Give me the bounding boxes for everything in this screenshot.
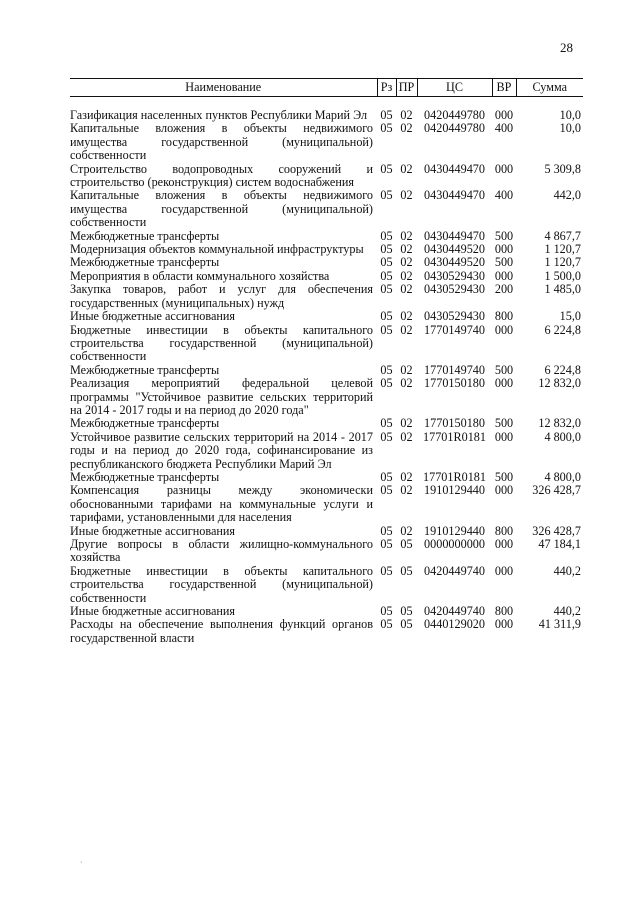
- row-vr: 000: [494, 161, 514, 176]
- row-vr: 200: [494, 282, 514, 297]
- row-sum: 440,2: [553, 563, 581, 578]
- row-rz: 05: [380, 121, 393, 136]
- table-row: [70, 163, 583, 190]
- row-sum: 10,0: [559, 108, 581, 122]
- row-cs: 0420449740: [424, 604, 485, 619]
- row-cs: 0430449470: [424, 188, 485, 203]
- row-pr: 02: [400, 416, 413, 431]
- row-pr: 02: [400, 188, 413, 203]
- row-pr: 05: [400, 537, 413, 551]
- row-pr: 02: [400, 523, 413, 538]
- row-name: Газификация населенных пунктов Республики Марий Эл: [70, 108, 368, 122]
- row-pr: 02: [400, 376, 413, 391]
- table-row: [70, 243, 583, 256]
- row-vr: 500: [494, 416, 514, 431]
- row-pr: 02: [400, 429, 413, 444]
- row-rz: 05: [380, 416, 393, 431]
- table-row: [70, 283, 583, 310]
- row-sum: 12 832,0: [538, 416, 581, 431]
- row-name: Компенсация разницы между экономически обоснованными тарифами на коммунальные услуги и тарифами, установленными для населения: [70, 483, 373, 525]
- table-row: [70, 417, 583, 430]
- row-name: Закупка товаров, работ и услуг для обеспечения государственных (муниципальных) нужд: [70, 282, 373, 310]
- column-header-pr: ПР: [396, 79, 417, 97]
- row-name: Капитальные вложения в объекты недвижимого имущества государственной (муниципальной) собственности: [70, 188, 373, 230]
- row-rz: 05: [380, 108, 393, 122]
- row-name: Другие вопросы в области жилищно-коммунального хозяйства: [70, 537, 373, 565]
- row-name: Межбюджетные трансферты: [70, 416, 220, 431]
- row-rz: 05: [380, 469, 393, 484]
- row-cs: 1770150180: [424, 416, 485, 431]
- row-name: Реализация мероприятий федеральной целевой программы "Устойчивое развитие сельских территорий на 2014 - 2017 годы и на период до 2020 года": [70, 376, 373, 417]
- table-body: [70, 97, 583, 646]
- row-rz: 05: [380, 282, 393, 297]
- row-pr: 02: [400, 161, 413, 176]
- table-row: [70, 230, 583, 243]
- table-row: [70, 324, 583, 364]
- row-name: Устойчивое развитие сельских территорий на 2014 - 2017 годы и на период до 2020 года, софинансирование из республиканского бюджета Республики Марий Эл: [70, 429, 373, 471]
- row-cs: 1770149740: [424, 362, 485, 377]
- row-pr: 02: [400, 255, 413, 270]
- row-cs: 1770149740: [424, 322, 485, 337]
- row-cs: 0430449470: [424, 161, 485, 176]
- row-rz: 05: [380, 563, 393, 578]
- row-cs: 0430529430: [424, 282, 485, 297]
- row-rz: 05: [380, 604, 393, 619]
- table-row: [70, 256, 583, 269]
- row-name: Межбюджетные трансферты: [70, 255, 220, 270]
- row-pr: 02: [400, 309, 413, 324]
- column-header-cs: ЦС: [417, 79, 492, 97]
- row-name: Строительство водопроводных сооружений и строительство (реконструкция) систем водоснабжения: [70, 161, 373, 190]
- row-sum: 10,0: [559, 121, 581, 136]
- budget-table: [70, 78, 583, 645]
- table-row: [70, 565, 583, 605]
- row-name: Модернизация объектов коммунальной инфраструктуры: [70, 242, 364, 257]
- column-header-sum: Сумма: [516, 79, 583, 97]
- row-pr: 05: [400, 617, 413, 632]
- column-header-vr: ВР: [492, 79, 516, 97]
- row-cs: 17701R0181: [423, 429, 486, 444]
- row-rz: 05: [380, 429, 393, 444]
- row-sum: 1 500,0: [544, 268, 581, 283]
- row-name: Иные бюджетные ассигнования: [70, 604, 236, 619]
- row-rz: 05: [380, 255, 393, 270]
- row-rz: 05: [380, 483, 393, 498]
- row-pr: 02: [400, 242, 413, 257]
- row-cs: 1910129440: [424, 483, 485, 498]
- row-vr: 800: [494, 604, 514, 619]
- row-pr: 02: [400, 268, 413, 283]
- row-vr: 500: [494, 228, 514, 243]
- page-number: 28: [560, 40, 573, 55]
- row-name: Капитальные вложения в объекты недвижимого имущества государственной (муниципальной) собственности: [70, 121, 373, 163]
- row-rz: 05: [380, 228, 393, 243]
- table-row: [70, 310, 583, 323]
- table-row: [70, 431, 583, 471]
- row-vr: 000: [494, 376, 514, 391]
- row-name: Межбюджетные трансферты: [70, 362, 220, 377]
- row-rz: 05: [380, 188, 393, 203]
- row-pr: 02: [400, 108, 413, 122]
- row-cs: 0420449780: [424, 121, 485, 136]
- row-name: Иные бюджетные ассигнования: [70, 309, 236, 324]
- scan-speck: ·: [80, 858, 83, 867]
- row-vr: 000: [494, 483, 514, 498]
- row-pr: 02: [400, 121, 413, 136]
- row-vr: 400: [494, 121, 514, 136]
- row-rz: 05: [380, 523, 393, 538]
- row-vr: 800: [494, 309, 514, 324]
- row-rz: 05: [380, 617, 393, 632]
- row-vr: 000: [494, 563, 514, 578]
- row-pr: 05: [400, 604, 413, 619]
- row-rz: 05: [380, 242, 393, 257]
- table-row: [70, 189, 583, 229]
- row-sum: 440,2: [553, 604, 581, 619]
- row-sum: 47 184,1: [538, 537, 581, 551]
- table-row: [70, 364, 583, 377]
- row-name: Бюджетные инвестиции в объекты капитального строительства государственной (муниципальной) собственности: [70, 563, 373, 605]
- row-cs: 17701R0181: [423, 469, 486, 484]
- row-cs: 1910129440: [424, 523, 485, 538]
- row-sum: 1 120,7: [544, 242, 581, 257]
- row-vr: 000: [494, 322, 514, 337]
- table-row: [70, 605, 583, 618]
- table-row: [70, 538, 583, 565]
- row-cs: 0420449740: [424, 563, 485, 578]
- row-sum: 326 428,7: [532, 483, 581, 498]
- row-pr: 05: [400, 563, 413, 578]
- row-pr: 02: [400, 483, 413, 498]
- row-rz: 05: [380, 322, 393, 337]
- table-row: [70, 122, 583, 162]
- row-vr: 800: [494, 523, 514, 538]
- row-vr: 000: [494, 242, 514, 257]
- row-cs: 0430529430: [424, 268, 485, 283]
- row-rz: 05: [380, 309, 393, 324]
- row-name: Иные бюджетные ассигнования: [70, 523, 236, 538]
- row-sum: 4 867,7: [544, 228, 581, 243]
- row-sum: 4 800,0: [544, 469, 581, 484]
- row-cs: 0430449520: [424, 242, 485, 257]
- row-sum: 5 309,8: [544, 161, 581, 176]
- row-vr: 500: [494, 255, 514, 270]
- row-cs: 0430449470: [424, 228, 485, 243]
- row-rz: 05: [380, 376, 393, 391]
- row-vr: 000: [494, 537, 514, 551]
- row-vr: 500: [494, 469, 514, 484]
- row-sum: 1 485,0: [544, 282, 581, 297]
- row-vr: 000: [494, 429, 514, 444]
- row-pr: 02: [400, 469, 413, 484]
- table-row: [70, 618, 583, 645]
- row-cs: 0000000000: [424, 537, 485, 551]
- row-cs: 0440129020: [424, 617, 485, 632]
- row-vr: 000: [494, 268, 514, 283]
- row-sum: 6 224,8: [544, 322, 581, 337]
- row-sum: 4 800,0: [544, 429, 581, 444]
- row-sum: 6 224,8: [544, 362, 581, 377]
- row-name: Бюджетные инвестиции в объекты капитального строительства государственной (муниципальной) собственности: [70, 322, 373, 364]
- table-row: [70, 471, 583, 484]
- row-name: Мероприятия в области коммунального хозяйства: [70, 268, 330, 283]
- column-header-name: Наименование: [70, 79, 377, 97]
- row-rz: 05: [380, 161, 393, 176]
- row-pr: 02: [400, 362, 413, 377]
- row-sum: 442,0: [553, 188, 581, 203]
- row-pr: 02: [400, 322, 413, 337]
- table-row: [70, 525, 583, 538]
- row-rz: 05: [380, 537, 393, 551]
- row-name: Межбюджетные трансферты: [70, 228, 220, 243]
- row-rz: 05: [380, 268, 393, 283]
- row-name: Расходы на обеспечение выполнения функций органов государственной власти: [70, 617, 373, 645]
- row-pr: 02: [400, 282, 413, 297]
- row-sum: 41 311,9: [538, 617, 581, 632]
- row-vr: 400: [494, 188, 514, 203]
- row-vr: 000: [494, 617, 514, 632]
- table-row: [70, 270, 583, 283]
- row-pr: 02: [400, 228, 413, 243]
- row-vr: 000: [494, 108, 514, 122]
- row-cs: 0420449780: [424, 108, 485, 122]
- row-sum: 326 428,7: [532, 523, 581, 538]
- column-header-rz: Рз: [377, 79, 396, 97]
- row-cs: 0430449520: [424, 255, 485, 270]
- table-row: [70, 377, 583, 417]
- row-name: Межбюджетные трансферты: [70, 469, 220, 484]
- table-row: [70, 484, 583, 524]
- row-cs: 0430529430: [424, 309, 485, 324]
- row-cs: 1770150180: [424, 376, 485, 391]
- row-sum: 15,0: [559, 309, 581, 324]
- table-header-row: [70, 79, 583, 97]
- row-sum: 1 120,7: [544, 255, 581, 270]
- row-vr: 500: [494, 362, 514, 377]
- row-sum: 12 832,0: [538, 376, 581, 391]
- row-rz: 05: [380, 362, 393, 377]
- table-row: [70, 109, 583, 122]
